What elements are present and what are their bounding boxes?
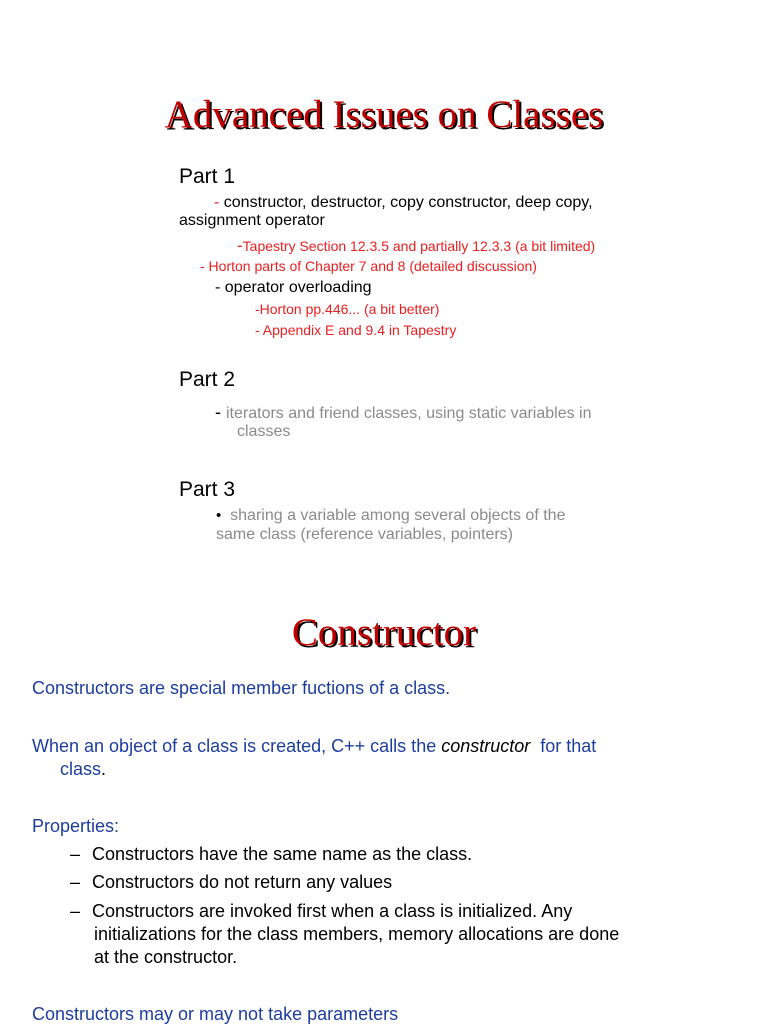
part3-line2: same class (reference variables, pointers) [216, 526, 514, 543]
part1-ref1-dash: - [237, 236, 243, 255]
constructor-call-text: When an object of a class is created, C++ calls the [32, 736, 442, 756]
constructor-call-line2 [60, 759, 106, 780]
part1-dash: - [214, 194, 224, 211]
part1-topic1-line2: assignment operator [179, 212, 325, 229]
property-text: Constructors do not return any values [92, 872, 393, 892]
part3-line1 [216, 507, 565, 525]
part1-ref2: - Horton parts of Chapter 7 and 8 (detailed discussion) [200, 258, 537, 274]
property-item [70, 901, 572, 922]
property-text: Constructors have the same name as the class. [92, 844, 473, 864]
property-item [70, 872, 392, 893]
slide1-title: Advanced Issues on Classes [164, 93, 604, 136]
constructor-intro: Constructors are special member fuctions of a class. [32, 678, 451, 698]
part1-topic1-line1 [214, 194, 593, 212]
part1-ref3: -Horton pp.446... (a bit better) [255, 301, 440, 317]
part2-line2: classes [237, 423, 291, 440]
dash-icon: – [70, 901, 81, 921]
dash-icon: – [70, 844, 81, 864]
constructor-parameters-note: Constructors may or may not take parameters [32, 1004, 399, 1024]
constructor-call-line1 [32, 736, 596, 757]
slide2-title: Constructor [291, 611, 477, 654]
part3-heading: Part 3 [179, 478, 236, 501]
part1-ref4: - Appendix E and 9.4 in Tapestry [255, 322, 457, 338]
part2-line1 [215, 402, 592, 423]
dash-icon: – [70, 872, 81, 892]
property-continuation: at the constructor. [94, 947, 238, 967]
property-item [70, 844, 472, 865]
bullet-icon: • [216, 507, 222, 524]
constructor-call-after: for that [530, 736, 597, 756]
constructor-call-dot: . [101, 759, 107, 779]
part2-dash: - [215, 402, 226, 422]
properties-label: Properties: [32, 816, 120, 836]
part3-text: sharing a variable among several objects of the [230, 507, 566, 524]
part1-ref1-text: Tapestry Section 12.3.5 and partially 12.3.3 (a bit limited) [242, 238, 596, 254]
constructor-emphasis: constructor [441, 736, 531, 756]
property-continuation: initializations for the class members, memory allocations are done [94, 924, 620, 944]
part2-text: iterators and friend classes, using static variables in [226, 405, 592, 422]
part1-heading: Part 1 [179, 165, 236, 188]
property-text: Constructors are invoked first when a class is initialized. Any [92, 901, 573, 921]
part1-ref1 [237, 236, 595, 256]
part1-topic2: - operator overloading [215, 279, 372, 296]
part2-heading: Part 2 [179, 368, 236, 391]
constructor-call-class: class [60, 759, 102, 779]
part1-topic1-text: constructor, destructor, copy constructor, deep copy, [223, 194, 593, 211]
